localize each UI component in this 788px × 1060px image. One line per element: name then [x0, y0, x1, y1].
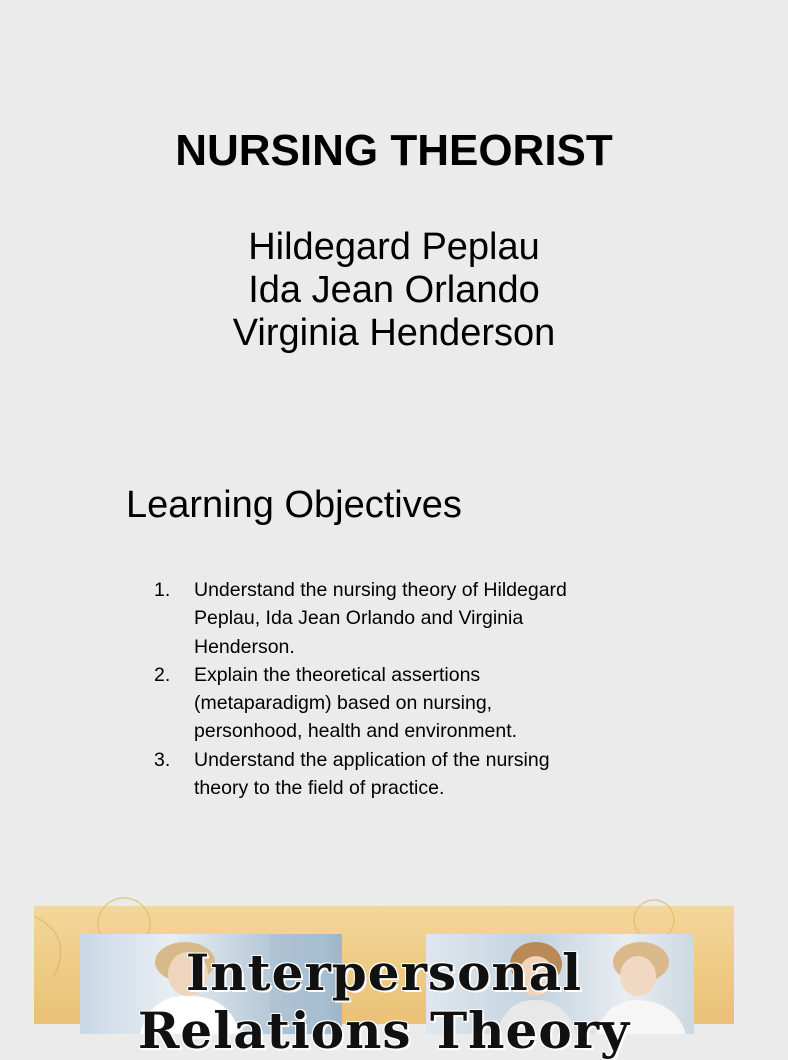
theorist-name: Virginia Henderson	[232, 312, 556, 354]
objective-number: 2.	[154, 663, 171, 686]
objective-line: Explain the theoretical assertions	[194, 663, 481, 686]
objective-number: 1.	[154, 579, 171, 601]
objective-line: personhood, health and environment.	[194, 720, 518, 743]
theory-title-slide	[34, 906, 734, 1060]
objective-line: (metaparadigm) based on nursing,	[194, 692, 493, 715]
theory-title	[34, 944, 734, 1060]
theory-title-line: Interpersonal	[185, 943, 583, 1002]
objective-item	[154, 746, 624, 803]
objective-item	[154, 576, 624, 661]
title-slide	[0, 0, 768, 430]
objective-item	[154, 661, 624, 746]
objective-text	[194, 746, 624, 803]
objective-line: Peplau, Ida Jean Orlando and Virginia	[194, 607, 524, 630]
objectives-heading: Learning Objectives	[126, 484, 462, 526]
objective-line: Henderson.	[194, 635, 295, 658]
objectives-list	[154, 576, 624, 802]
objective-line: Understand the application of the nursing	[194, 748, 550, 771]
theory-title-line: Relations Theory	[137, 1001, 631, 1060]
theorist-name-list	[0, 226, 788, 355]
theorist-name: Hildegard Peplau	[248, 226, 540, 268]
objective-text	[194, 661, 624, 746]
objective-number: 3.	[154, 748, 171, 771]
objective-line: theory to the field of practice.	[194, 777, 445, 800]
objectives-slide	[0, 430, 768, 870]
objective-text	[194, 576, 624, 661]
slide-title: NURSING THEORIST	[175, 126, 613, 175]
theorist-name: Ida Jean Orlando	[248, 269, 540, 311]
objective-line: Understand the nursing theory of Hildegard	[194, 579, 567, 601]
